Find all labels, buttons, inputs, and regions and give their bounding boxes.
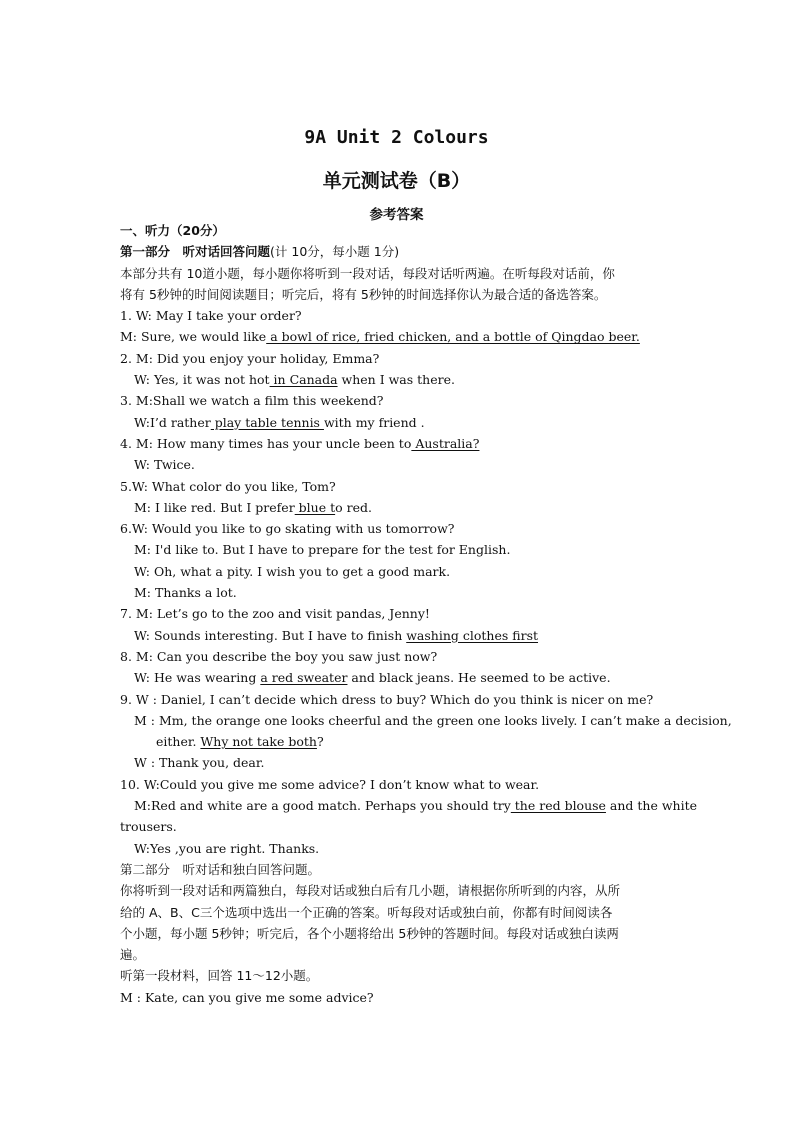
instruction-line: 你将听到一段对话和两篇独白，每段对话或独白后有几小题，请根据你所听到的内容，从所 bbox=[120, 883, 621, 899]
answer-underline: washing clothes first bbox=[406, 627, 539, 643]
dialogue-line: 2. M: Did you enjoy your holiday, Emma? bbox=[120, 350, 380, 366]
dialogue-line: 5.W: What color do you like, Tom? bbox=[120, 478, 336, 494]
dialogue-text: M: I like red. But I prefer bbox=[134, 499, 295, 515]
dialogue-line bbox=[120, 795, 698, 816]
dialogue-line: trousers. bbox=[120, 819, 177, 835]
instruction-line: 给的 A、B、C三个选项中选出一个正确的答案。听每段对话或独白前，你都有时间阅读各 bbox=[120, 904, 613, 920]
dialogue-line: W: Twice. bbox=[134, 457, 195, 473]
dialogue-line: 7. M: Let’s go to the zoo and visit pandas, Jenny! bbox=[120, 606, 430, 622]
answer-underline: a bowl of rice, fried chicken, and a bottle of Qingdao beer. bbox=[266, 329, 640, 345]
section-heading: 一、听力（20分） bbox=[120, 223, 225, 238]
dialogue-line: M: I'd like to. But I have to prepare for the test for English. bbox=[134, 542, 511, 558]
part1-title: 第一部分 听对话回答问题 bbox=[120, 244, 271, 260]
dialogue-text: W: He was wearing bbox=[134, 670, 261, 686]
answer-underline: a red sweater bbox=[260, 670, 348, 686]
dialogue-line bbox=[120, 731, 676, 752]
dialogue-text: and black jeans. He seemed to be active. bbox=[347, 670, 611, 686]
dialogue-line bbox=[120, 412, 676, 433]
material-label: 听第一段材料，回答 11～12小题。 bbox=[120, 968, 319, 984]
dialogue-line bbox=[120, 625, 676, 646]
dialogue-text: M:Red and white are a good match. Perhaps you should try bbox=[134, 798, 511, 814]
dialogue-line: W : Thank you, dear. bbox=[134, 755, 265, 771]
document-body bbox=[120, 220, 732, 1008]
dialogue-line bbox=[120, 369, 676, 390]
instruction-line: 遍。 bbox=[120, 947, 146, 963]
dialogue-text: W:I’d rather bbox=[134, 414, 211, 430]
dialogue-line: W: Oh, what a pity. I wish you to get a good mark. bbox=[134, 563, 451, 579]
dialogue-line: 9. W : Daniel, I can’t decide which dress to buy? Which do you think is nicer on me? bbox=[120, 691, 654, 707]
dialogue-line: 3. M:Shall we watch a film this weekend? bbox=[120, 393, 384, 409]
dialogue-text: 4. M: How many times has your uncle been to bbox=[120, 435, 412, 451]
dialogue-text: M: Sure, we would like bbox=[120, 329, 267, 345]
dialogue-line: M: Thanks a lot. bbox=[134, 585, 237, 601]
answer-underline: Australia? bbox=[411, 435, 480, 451]
instruction-line: 本部分共有 10道小题，每小题你将听到一段对话，每段对话听两遍。在听每段对话前，你 bbox=[120, 265, 615, 281]
part1-score: (计 10分，每小题 1分) bbox=[270, 244, 400, 260]
dialogue-text: o red. bbox=[335, 499, 372, 515]
dialogue-line: W:Yes ,you are right. Thanks. bbox=[134, 840, 320, 856]
answer-key-label: 参考答案 bbox=[369, 207, 424, 223]
answer-underline: in Canada bbox=[269, 372, 338, 388]
dialogue-line: 8. M: Can you describe the boy you saw just now? bbox=[120, 648, 438, 664]
instruction-line: 将有 5秒钟的时间阅读题目；听完后，将有 5秒钟的时间选择你认为最合适的备选答案。 bbox=[120, 286, 607, 302]
instruction-line: 个小题，每小题 5秒钟；听完后，各个小题将给出 5秒钟的答题时间。每段对话或独白读两 bbox=[120, 925, 619, 941]
dialogue-line bbox=[120, 326, 676, 347]
dialogue-line: M : Mm, the orange one looks cheerful and the green one looks lively. I can’t make a decision, bbox=[134, 712, 732, 728]
dialogue-line: 10. W:Could you give me some advice? I don’t know what to wear. bbox=[120, 776, 540, 792]
answer-underline: the red blouse bbox=[510, 798, 606, 814]
part2-title: 第二部分 听对话和独白回答问题。 bbox=[120, 861, 321, 877]
dialogue-text: and the white bbox=[605, 798, 698, 814]
answer-underline: play table tennis bbox=[210, 414, 324, 430]
document-subtitle: 单元测试卷（B） bbox=[322, 170, 471, 192]
dialogue-line bbox=[120, 667, 676, 688]
dialogue-line: 1. W: May I take your order? bbox=[120, 308, 302, 324]
dialogue-text: W: Sounds interesting. But I have to finish bbox=[134, 627, 407, 643]
answer-underline: blue t bbox=[294, 499, 336, 515]
dialogue-text: when I was there. bbox=[337, 372, 455, 388]
dialogue-line: M : Kate, can you give me some advice? bbox=[120, 989, 374, 1005]
part1-title-line bbox=[120, 241, 676, 262]
dialogue-text: W: Yes, it was not hot bbox=[134, 372, 270, 388]
document-title: 9A Unit 2 Colours bbox=[304, 127, 489, 148]
dialogue-text: ? bbox=[316, 734, 324, 750]
dialogue-text: with my friend . bbox=[323, 414, 425, 430]
dialogue-line bbox=[120, 433, 676, 454]
dialogue-line: 6.W: Would you like to go skating with us tomorrow? bbox=[120, 521, 455, 537]
dialogue-line bbox=[120, 497, 676, 518]
dialogue-text: either. bbox=[156, 734, 201, 750]
answer-underline: Why not take both bbox=[200, 734, 317, 750]
